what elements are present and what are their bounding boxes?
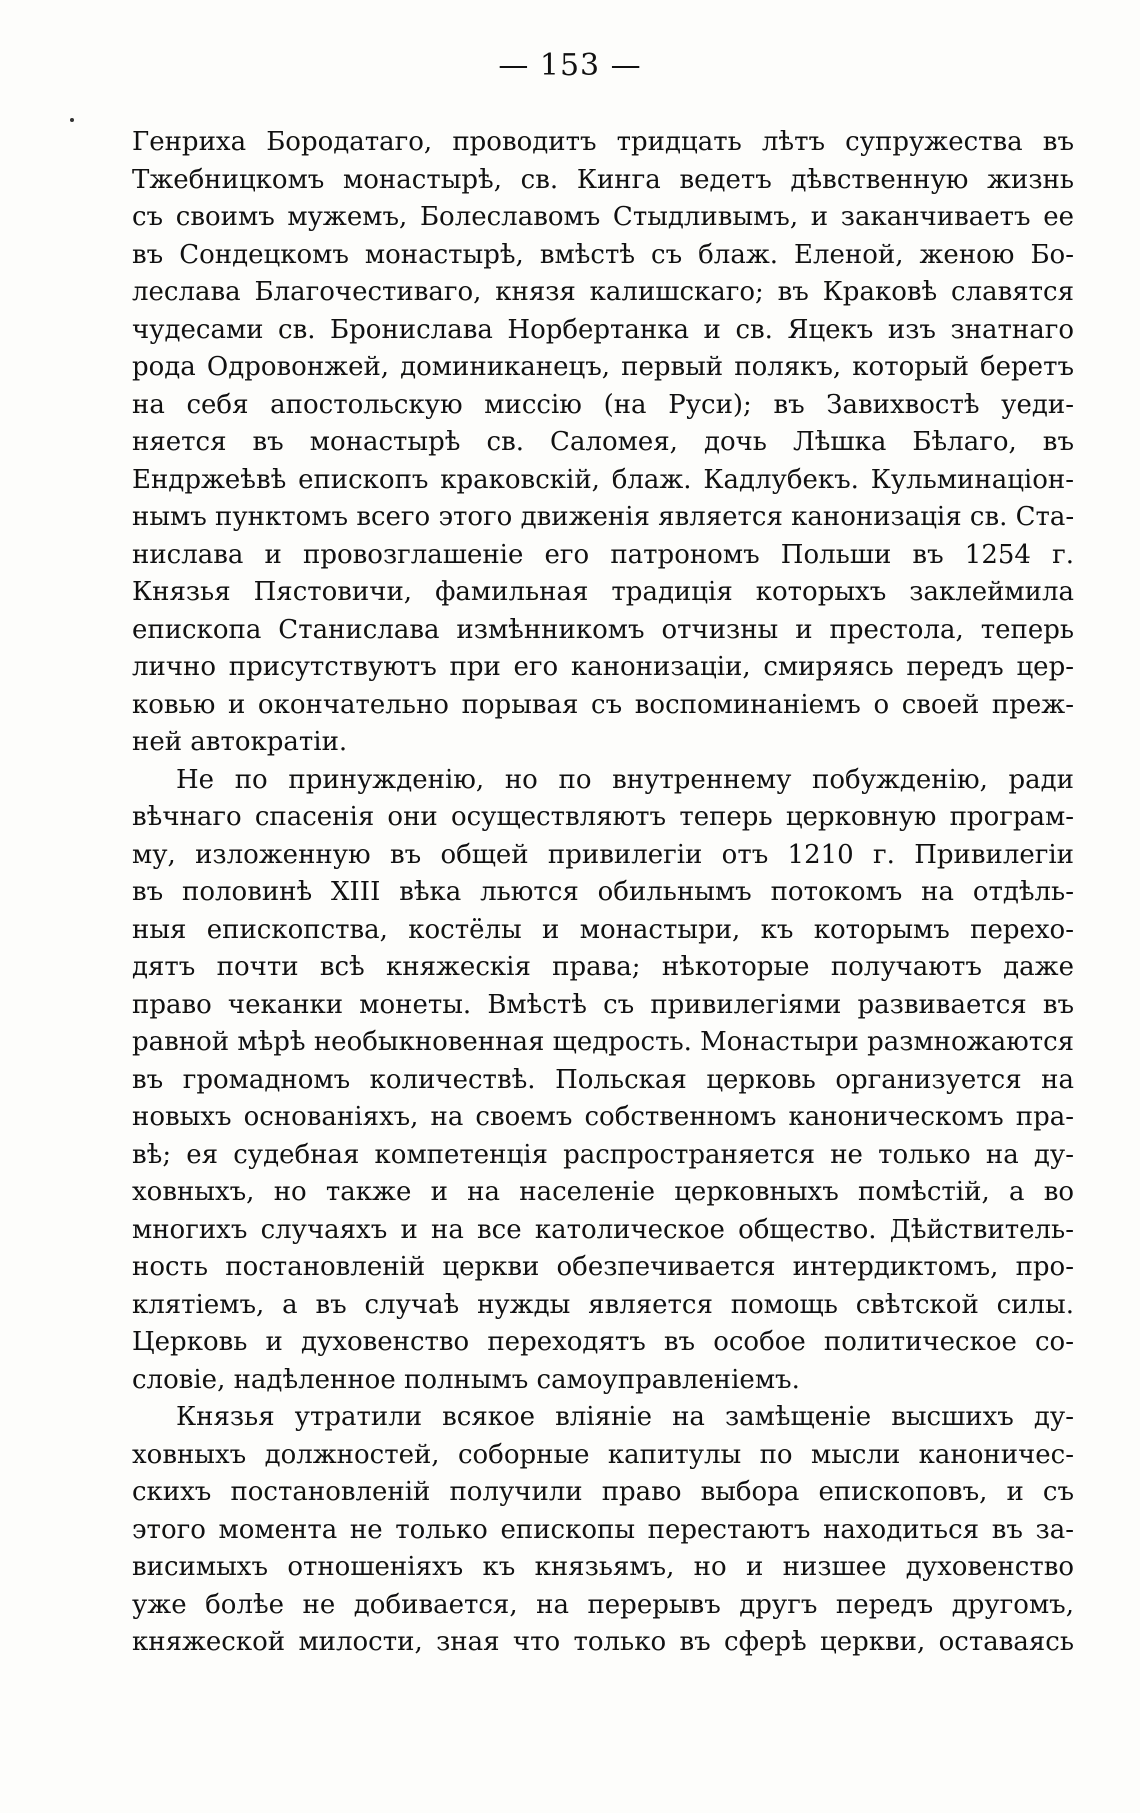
text-line: епископа Станислава измѣнникомъ отчизны и престола, теперь: [132, 614, 1074, 645]
text-line: ховныхъ должностей, соборные капитулы по мысли каноничес-: [132, 1439, 1074, 1470]
text-line: Князья Пястовичи, фамильная традиція которыхъ заклеймила: [132, 577, 1074, 607]
margin-mark: [70, 118, 74, 122]
text-line: уже болѣе не добивается, на перерывъ другъ передъ другомъ,: [132, 1589, 1074, 1620]
text-line: Генриха Бородатаго, проводитъ тридцать лѣтъ супружества въ: [132, 127, 1074, 157]
text-line: многихъ случаяхъ и на все католическое общество. Дѣйствитель-: [132, 1214, 1074, 1245]
text-line: Церковь и духовенство переходятъ въ особое политическое со-: [132, 1327, 1074, 1357]
text-line: право чеканки монеты. Вмѣстѣ съ привилегіями развивается въ: [132, 989, 1074, 1020]
text-line: нымъ пунктомъ всего этого движенія является канонизація св. Ста-: [132, 502, 1075, 532]
paragraph-start-line: Не по принужденію, но по внутреннему побужденію, ради: [176, 764, 1074, 795]
text-line: въ Сондецкомъ монастырѣ, вмѣстѣ съ блаж. Еленой, женою Бо-: [132, 239, 1074, 270]
text-line: равной мѣрѣ необыкновенная щедрость. Монастыри размножаются: [132, 1027, 1075, 1057]
body-text: [132, 124, 1074, 1662]
text-line: въ громадномъ количествѣ. Польская церковь организуется на: [132, 1064, 1074, 1095]
text-line: чудесами св. Бронислава Норбертанка и св. Яцекъ изъ знатнаго: [132, 314, 1074, 345]
text-line: словіе, надѣленное полнымъ самоуправленіемъ.: [132, 1364, 800, 1395]
text-line: ховныхъ, но также и на населеніе церковныхъ помѣстій, а во: [132, 1177, 1074, 1207]
paragraph-start-line: Князья утратили всякое вліяніе на замѣщеніе высшихъ ду-: [176, 1402, 1074, 1432]
text-line: нислава и провозглашеніе его патрономъ Польши въ 1254 г.: [132, 539, 1074, 570]
text-line: Тжебницкомъ монастырѣ, св. Кинга ведетъ дѣвственную жизнь: [132, 164, 1074, 195]
text-line: му, изложенную въ общей привилегіи отъ 1210 г. Привилегіи: [132, 839, 1074, 870]
text-line: ныя епископства, костёлы и монастыри, къ которымъ перехо-: [132, 914, 1074, 945]
text-line: рода Одровонжей, доминиканецъ, первый полякъ, который беретъ: [132, 352, 1074, 382]
text-line: Ендржеѣвѣ епископъ краковскій, блаж. Кадлубекъ. Кульминаціон-: [132, 464, 1074, 495]
text-line: леслава Благочестиваго, князя калишскаго; въ Краковѣ славятся: [132, 277, 1074, 307]
text-line: ность постановленій церкви обезпечивается интердиктомъ, про-: [132, 1252, 1074, 1282]
text-line: съ своимъ мужемъ, Болеславомъ Стыдливымъ, и заканчиваетъ ее: [132, 202, 1074, 232]
text-line: лично присутствуютъ при его канонизаціи, смиряясь передъ цер-: [132, 652, 1074, 682]
text-line: на себя апостольскую миссію (на Руси); въ Завихвостѣ уеди-: [132, 389, 1074, 420]
text-line: клятіемъ, а въ случаѣ нужды является помощь свѣтской силы.: [132, 1289, 1074, 1320]
text-line: княжеской милости, зная что только въ сферѣ церкви, оставаясь: [132, 1627, 1074, 1657]
text-line: въ половинѣ XIII вѣка льются обильнымъ потокомъ на отдѣль-: [132, 877, 1074, 907]
text-line: вѣчнаго спасенія они осуществляютъ теперь церковную програм-: [132, 802, 1074, 832]
text-line: этого момента не только епископы перестаютъ находиться въ за-: [132, 1514, 1074, 1545]
text-line: новыхъ основаніяхъ, на своемъ собственномъ каноническомъ пра-: [132, 1102, 1074, 1132]
text-line: скихъ постановленій получили право выбора епископовъ, и съ: [132, 1477, 1074, 1507]
text-line: дятъ почти всѣ княжескія права; нѣкоторые получаютъ даже: [132, 952, 1074, 982]
text-line: вѣ; ея судебная компетенція распространяется не только на ду-: [132, 1139, 1074, 1170]
text-line: висимыхъ отношеніяхъ къ князьямъ, но и низшее духовенство: [132, 1552, 1074, 1582]
page-number: — 153 —: [498, 48, 642, 83]
text-line: ней автократіи.: [132, 727, 348, 757]
text-line: няется въ монастырѣ св. Саломея, дочь Лѣшка Бѣлаго, въ: [132, 427, 1074, 457]
text-line: ковью и окончательно порывая съ воспоминаніемъ о своей преж-: [132, 689, 1074, 720]
